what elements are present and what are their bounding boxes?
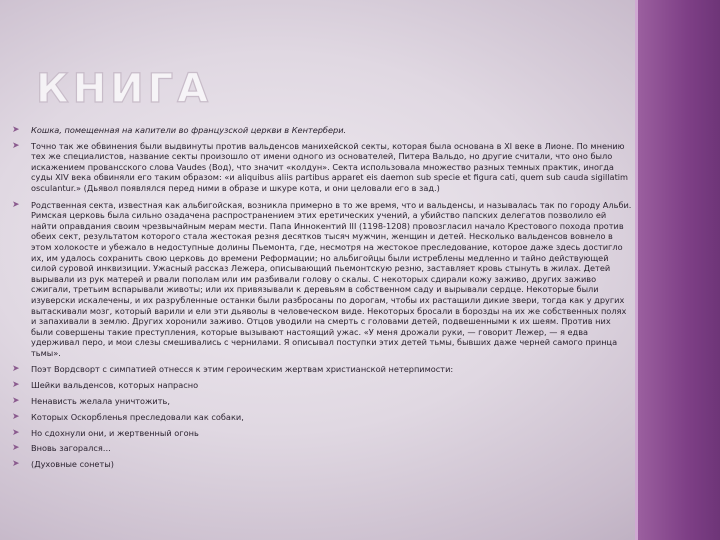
arrow-bullet-icon: ➤	[12, 443, 20, 454]
list-item	[12, 412, 632, 423]
arrow-bullet-icon: ➤	[12, 140, 20, 151]
list-item	[12, 459, 632, 470]
list-item-text: Но сдохнули они, и жертвенный огонь	[31, 427, 199, 438]
list-item	[12, 428, 632, 439]
list-item	[12, 141, 632, 194]
list-item	[12, 396, 632, 407]
list-item-text: Вновь загорался…	[31, 443, 111, 454]
arrow-bullet-icon: ➤	[12, 125, 20, 135]
list-item	[12, 125, 632, 136]
list-item-text: Ненависть желала уничтожить,	[31, 396, 170, 407]
list-item	[12, 364, 632, 375]
arrow-bullet-icon: ➤	[12, 380, 20, 391]
decorative-side-band	[638, 0, 720, 540]
list-item	[12, 443, 632, 454]
slide-title: КНИГА	[36, 66, 213, 112]
list-item-text: Точно так же обвинения были выдвинуты против вальденсов манихейской секты, которая была основана в XI веке в Лионе. По мнению тех же специалистов, название секты произошло от имени одного из основателей, Питера Вальдо, но другие считали, что оно было искажением провансского слова Vaudes (Вод), что значит «колдун». Секта использовала множество разных темных практик, иногда суды XIV века обвиняли его таким образом: «и aliquibus aliis partibus apparet eis daemon sub specie et figura cati, quem sub cauda sigillatim osculantur.» (Дьявол появлялся перед ними в образе и шкуре кота, и они целовали его в зад.)	[31, 140, 629, 193]
list-item-text: (Духовные сонеты)	[31, 459, 114, 470]
list-item-text: Поэт Вордсворт с симпатией отнесся к этим героическим жертвам христианской нетерпимости:	[31, 364, 454, 375]
list-item	[12, 200, 632, 359]
list-item	[12, 380, 632, 391]
arrow-bullet-icon: ➤	[12, 199, 20, 210]
arrow-bullet-icon: ➤	[12, 427, 20, 438]
list-item-text: Родственная секта, известная как альбигойская, возникла примерно в то же время, что и вальденсы, и называлась так по городу Альби. Римская церковь была сильно озадачена распространением этих еретических учений, а убийство папских делегатов позволило ей найти оправдания своим чрезвычайным мерам мести. Папа Иннокентий III (1198-1208) провозгласил начало Крестового похода против обеих сект, результатом которого стала жестокая резня десятков тысяч мужчин, женщин и детей. Несколько вальденсов вовнело в этом холокосте и убежало в недоступные долины Пьемонта, где, несмотря на жестокое преследование, которое даже здесь достигло их, им удалось сохранить свою церковь до времени Реформации; но альбигойцы были истреблены медленно и тайно действующей силой суровой инквизиции. Ужасный рассказ Лежера, описывающий пьемонтскую резню, заставляет кровь стынуть в жилах. Детей вырывали из рук матерей и рвали пополам или им разбивали голову о скалы. С некоторых сдирали кожу заживо, других заживо сжигали, третьим вспарывали животы; или их привязывали к деревьям в собственном саду и вырывали сердце. Некоторые были изуверски искалечены, и их разрубленные останки были разбросаны по дорогам, чтобы их растащили дикие звери, тогда как у других вытаскивали мозг, который варили и ели эти дьяволы в человеческом виде. Некоторых бросали в борозды на их же собственных полях и запахивали в землю. Других хоронили заживо. Отцов уводили на смерть с головами детей, подвешенными к их шеям. Против них были совершены такие преступления, которые вызывают настоящий ужас. «У меня дрожали руки, — говорит Лежер, — я едва удерживал перо, и мои слезы смешивались с чернилами. Я описывал поступки этих детей тьмы, бывших даже черней самого принца тьмы».	[31, 199, 632, 358]
arrow-bullet-icon: ➤	[12, 364, 20, 375]
list-item-text: Которых Оскорбленья преследовали как собаки,	[31, 411, 244, 422]
arrow-bullet-icon: ➤	[12, 459, 20, 470]
arrow-bullet-icon: ➤	[12, 396, 20, 407]
list-item-text: Шейки вальденсов, которых напрасно	[31, 380, 199, 391]
list-item-text: Кошка, помещенная на капители во французской церкви в Кентербери.	[31, 125, 347, 135]
arrow-bullet-icon: ➤	[12, 411, 20, 422]
bullet-list	[12, 125, 632, 470]
